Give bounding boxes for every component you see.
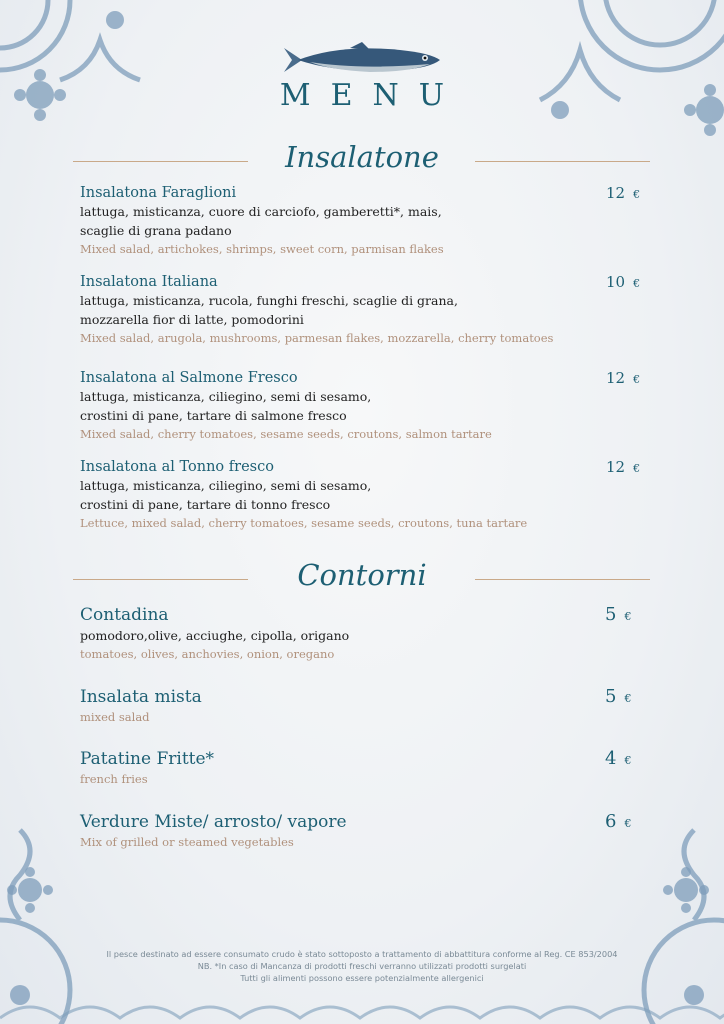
footer-line: Tutti gli alimenti possono essere potenzialmente allergenici: [240, 973, 484, 983]
menu-title: MENU: [279, 78, 465, 113]
item-price: 6 €: [605, 811, 632, 832]
item-price: 12 €: [606, 184, 641, 202]
section-title: Insalatone: [285, 140, 439, 174]
divider-right: [475, 579, 650, 580]
section-header-contorni: [0, 558, 724, 598]
item-ingredients: pomodoro,olive, acciughe, cipolla, origano: [80, 628, 350, 643]
section-header-insalatone: [0, 140, 724, 180]
item-price: 12 €: [606, 369, 641, 387]
item-english: french fries: [80, 772, 148, 786]
menu-item: [80, 811, 650, 852]
item-ingredients: crostini di pane, tartare di tonno fresco: [80, 497, 331, 512]
item-price: 5 €: [605, 604, 632, 625]
currency-symbol: €: [624, 610, 632, 623]
item-ingredients: crostini di pane, tartare di salmone fresco: [80, 408, 347, 423]
item-english: Mixed salad, artichokes, shrimps, sweet corn, parmisan flakes: [80, 242, 444, 256]
footer-notes: [0, 948, 724, 984]
item-name: Insalatona Faraglioni: [80, 185, 237, 201]
divider-right: [475, 161, 650, 162]
currency-symbol: €: [633, 188, 641, 201]
item-english: tomatoes, olives, anchovies, onion, oregano: [80, 647, 335, 661]
item-english: mixed salad: [80, 710, 150, 724]
item-english: Lettuce, mixed salad, cherry tomatoes, sesame seeds, croutons, tuna tartare: [80, 516, 528, 530]
item-name: Contadina: [80, 605, 169, 625]
item-name: Patatine Fritte*: [80, 749, 215, 769]
item-english: Mix of grilled or steamed vegetables: [80, 835, 294, 849]
footer-line: NB. *In caso di Mancanza di prodotti freschi verranno utilizzati prodotti surgelati: [197, 961, 527, 971]
item-price: 12 €: [606, 458, 641, 476]
item-ingredients: lattuga, misticanza, ciliegino, semi di sesamo,: [80, 478, 372, 493]
currency-symbol: €: [624, 692, 632, 705]
currency-symbol: €: [624, 754, 632, 767]
item-price: 10 €: [606, 273, 641, 291]
item-price: 5 €: [605, 686, 632, 707]
menu-item: [80, 748, 650, 789]
item-name: Insalatona Italiana: [80, 274, 218, 290]
menu-item: [80, 686, 650, 727]
currency-symbol: €: [633, 277, 641, 290]
item-ingredients: scaglie di grana padano: [80, 223, 232, 238]
item-name: Insalatona al Salmone Fresco: [80, 370, 298, 386]
menu-item: [80, 604, 650, 664]
footer-line: Il pesce destinato ad essere consumato crudo è stato sottoposto a trattamento di abbattitura conforme al Reg. CE 853/2004: [106, 949, 618, 959]
item-name: Insalata mista: [80, 687, 202, 707]
currency-symbol: €: [633, 462, 641, 475]
tile-ornament-bottom-strip: [0, 990, 724, 1024]
item-name: Verdure Miste/ arrosto/ vapore: [80, 812, 347, 832]
item-ingredients: lattuga, misticanza, ciliegino, semi di sesamo,: [80, 389, 372, 404]
menu-item: [80, 458, 650, 533]
item-price: 4 €: [605, 748, 632, 769]
menu-item: [80, 184, 650, 259]
item-ingredients: lattuga, misticanza, rucola, funghi freschi, scaglie di grana,: [80, 293, 458, 308]
currency-symbol: €: [624, 817, 632, 830]
item-english: Mixed salad, cherry tomatoes, sesame seeds, croutons, salmon tartare: [80, 427, 492, 441]
item-english: Mixed salad, arugola, mushrooms, parmesan flakes, mozzarella, cherry tomatoes: [80, 331, 554, 345]
item-ingredients: lattuga, misticanza, cuore di carciofo, gamberetti*, mais,: [80, 204, 442, 219]
item-name: Insalatona al Tonno fresco: [80, 459, 274, 475]
menu-item: [80, 369, 650, 444]
menu-item: [80, 273, 650, 348]
currency-symbol: €: [633, 373, 641, 386]
section-title: Contorni: [297, 558, 427, 592]
item-ingredients: mozzarella fior di latte, pomodorini: [80, 312, 304, 327]
